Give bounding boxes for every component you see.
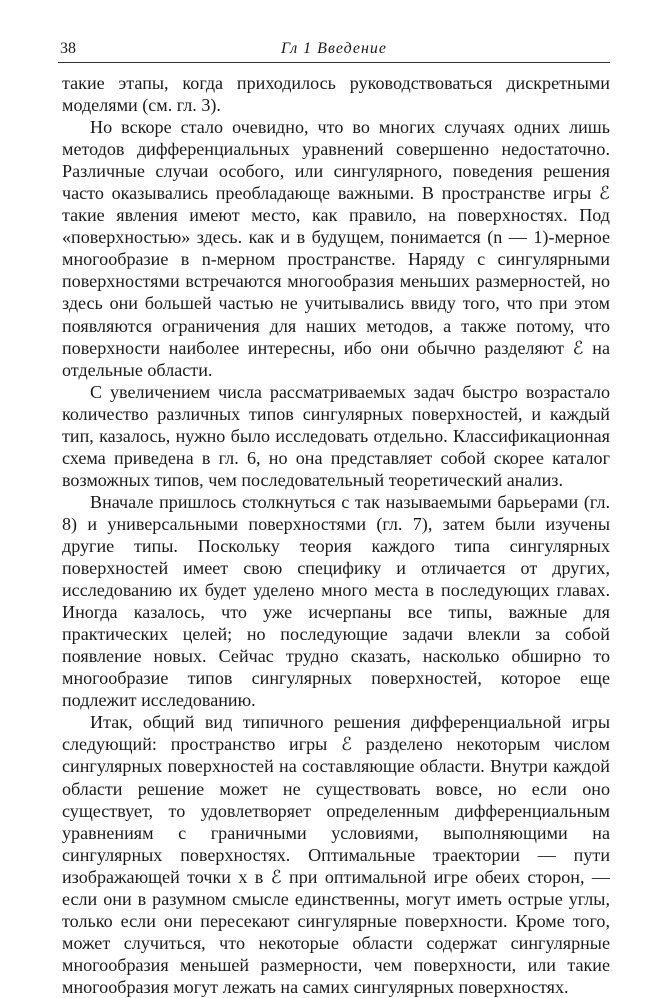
page-number: 38 <box>60 40 76 57</box>
paragraph: С увеличением числа рассматриваемых задач быстро возрастало количество различных типов сингулярных поверхностей, и каждый тип, казалось, нужно было исследовать отдельно. Классификационная схема приведена в гл. 6, но она представляет собой скорее каталог возможных типов, чем последовательный теоретический анализ. <box>62 381 610 490</box>
body-text <box>62 72 610 998</box>
running-head <box>58 38 610 63</box>
paragraph: Итак, общий вид типичного решения дифференциальной игры следующий: пространство игры ℰ разделено некоторым числом сингулярных поверхностей на составляющие области. Внутри каждой области решение может не существовать вовсе, но если оно существует, то удовлетворяет определенным дифференциальным уравнениям с граничными условиями, выполняющими на сингулярных поверхностях. Оптимальные траектории — пути изображающей точки x в ℰ при оптимальной игре обеих сторон, — если они в разумном смысле единственны, могут иметь острые углы, только если они пересекают сингулярные поверхности. Кроме того, может случиться, что некоторые области содержат сингулярные многообразия меньшей размерности, чем поверхности, или такие многообразия могут лежать на самих сингулярных поверхностях. <box>62 712 610 997</box>
paragraph-continuation: такие этапы, когда приходилось руководствоваться дискретными моделями (см. гл. 3). <box>62 73 610 116</box>
paragraph: Вначале пришлось столкнуться с так называемыми барьерами (гл. 8) и универсальными поверхностями (гл. 7), затем были изучены другие типы. Поскольку теория каждого типа сингулярных поверхностей имеет свою специфику и отличается от других, исследованию их будет уделено много места в последующих главах. Иногда казалось, что уже исчерпаны все типы, важные для практических целей; но последующие задачи влекли за собой появление новых. Сейчас трудно сказать, насколько обширно то многообразие типов сингулярных поверхностей, которое еще подлежит исследованию. <box>62 491 610 711</box>
paragraph: Но вскоре стало очевидно, что во многих случаях одних лишь методов дифференциальных уравнений совершенно недостаточно. Различные случаи особого, или сингулярного, поведения решения часто оказывались преобладающе важными. В пространстве игры ℰ такие явления имеют место, как правило, на поверхностях. Под «поверхностью» здесь. как и в будущем, понимается (n — 1)-мерное многообразие в n-мерном пространстве. Наряду с сингулярными поверхностями встречаются многообразия меньших размерностей, но здесь они большей частью не учитывались ввиду того, что при этом появляются ограничения для наших методов, а также потому, что поверхности наиболее интересны, ибо они обычно разделяют ℰ на отдельные области. <box>62 117 610 380</box>
chapter-title: Гл 1 Введение <box>280 40 388 57</box>
